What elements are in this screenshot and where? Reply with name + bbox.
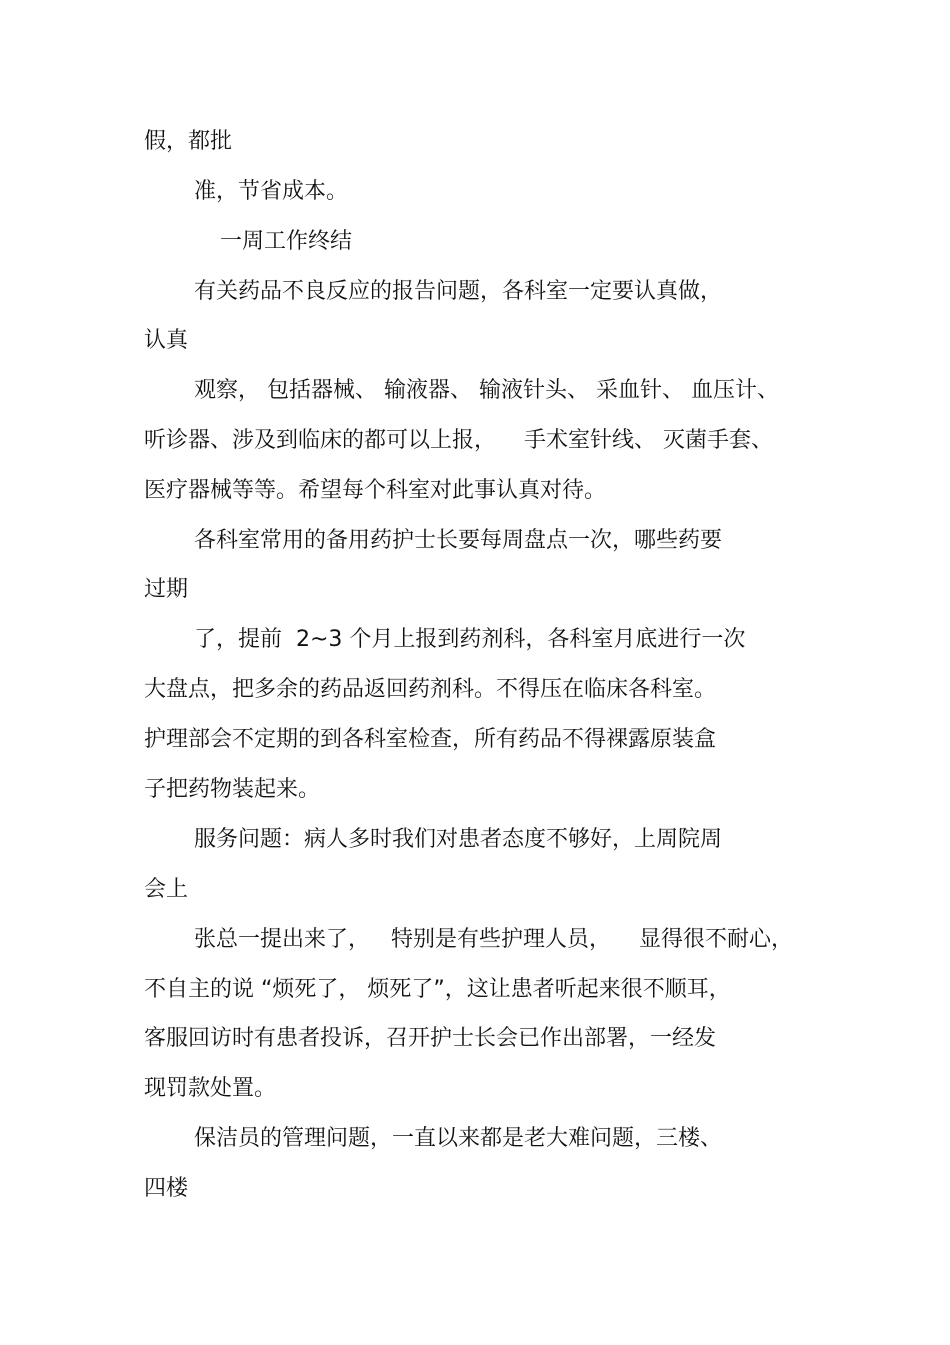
text-line: 过期 bbox=[144, 577, 189, 602]
text-line: 子把药物装起来。 bbox=[144, 777, 321, 802]
text-line: 不自主的说 “烦死了， 烦死了”，这让患者听起来很不顺耳， bbox=[144, 977, 731, 1002]
text-line: 准，节省成本。 bbox=[194, 179, 349, 204]
text-line: 护理部会不定期的到各科室检查，所有药品不得裸露原装盒 bbox=[144, 727, 717, 752]
text-line: 观察， 包括器械、 输液器、 输液针头、 采血针、 血压计、 bbox=[194, 378, 779, 403]
text-line: 四楼 bbox=[144, 1176, 189, 1201]
text-line: 了，提前 2~3 个月上报到药剂科，各科室月底进行一次 bbox=[194, 627, 746, 652]
text-line: 客服回访时有患者投诉，召开护士长会已作出部署，一经发 bbox=[144, 1026, 717, 1051]
text-line: 大盘点，把多余的药品返回药剂科。不得压在临床各科室。 bbox=[144, 677, 717, 702]
text-line: 假，都批 bbox=[144, 129, 233, 154]
text-line: 保洁员的管理问题，一直以来都是老大难问题，三楼、 bbox=[194, 1126, 723, 1151]
text-line: 张总一提出来了， 特别是有些护理人员， 显得很不耐心， bbox=[194, 927, 793, 952]
text-line: 认真 bbox=[144, 328, 189, 353]
section-heading: 一周工作终结 bbox=[220, 229, 353, 254]
text-line: 各科室常用的备用药护士长要每周盘点一次，哪些药要 bbox=[194, 528, 723, 553]
text-line: 服务问题：病人多时我们对患者态度不够好，上周院周 bbox=[194, 827, 723, 852]
text-line: 听诊器、涉及到临床的都可以上报， 手术室针线、 灭菌手套、 bbox=[144, 428, 773, 453]
text-line: 医疗器械等等。希望每个科室对此事认真对待。 bbox=[144, 478, 607, 503]
text-line: 有关药品不良反应的报告问题，各科室一定要认真做， bbox=[194, 279, 723, 304]
text-line: 会上 bbox=[144, 877, 189, 902]
text-line: 现罚款处置。 bbox=[144, 1076, 277, 1101]
